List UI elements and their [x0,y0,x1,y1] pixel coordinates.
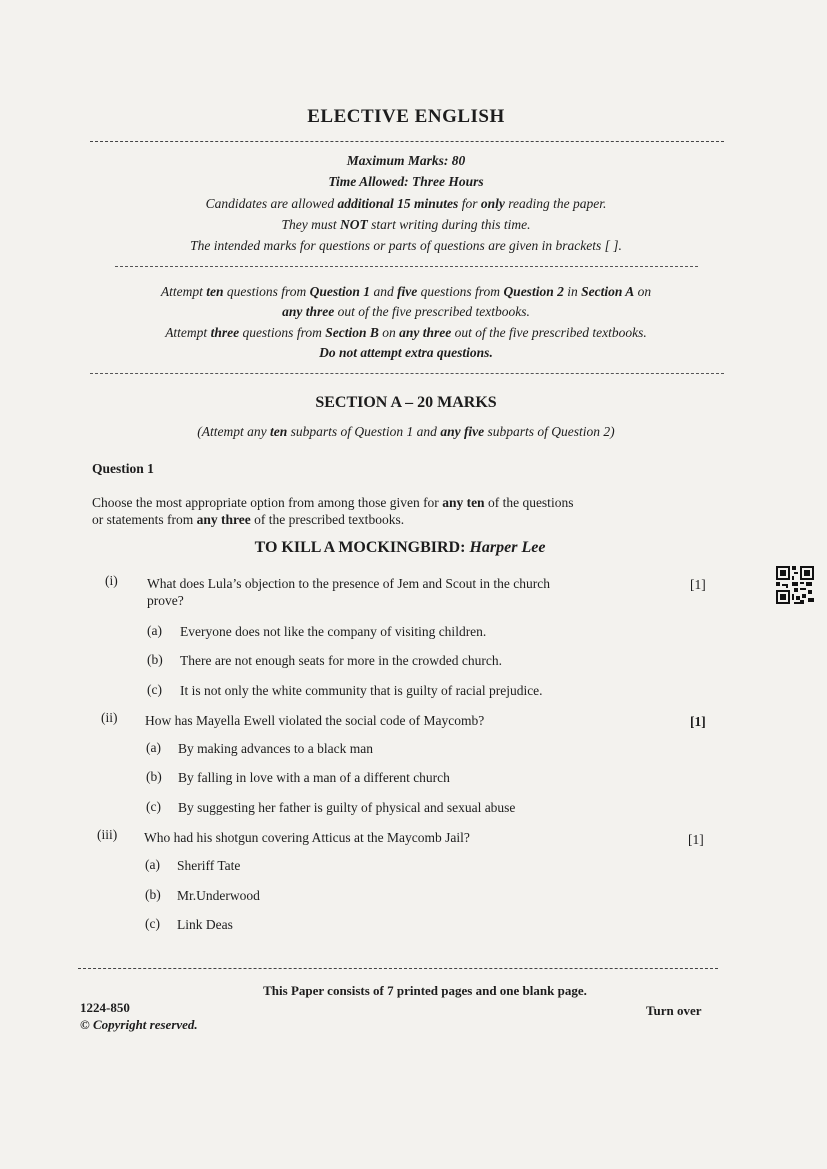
book-heading: TO KILL A MOCKINGBIRD: Harper Lee [254,539,546,556]
question-instructions: Choose the most appropriate option from among those given for any ten of the questions or statements from any three of the prescribed textbooks. [92,495,574,527]
option-text: Sheriff Tate [177,858,241,873]
instruction-line: Attempt ten questions from Question 1 and five questions from Question 2 in Section A on [160,284,652,299]
max-marks: Maximum Marks: 80 [346,153,466,168]
paper-code: 1224-850 [80,1000,130,1015]
instruction-line: Attempt three questions from Section B on any three out of the five prescribed textbooks. [165,325,647,340]
option-text: It is not only the white community that is guilty of racial prejudice. [180,683,543,698]
turn-over-note: Turn over [646,1003,702,1018]
option-label: (a) [146,740,161,755]
option-label: (b) [145,887,161,902]
marks-badge: [1] [690,714,706,729]
question-text: Who had his shotgun covering Atticus at the Maycomb Jail? [144,830,470,845]
question-number: (i) [105,573,118,588]
divider [90,373,724,374]
divider [78,968,718,969]
page-count-note: This Paper consists of 7 printed pages and one blank page. [263,983,587,998]
section-subtitle: (Attempt any ten subparts of Question 1 and any five subparts of Question 2) [197,424,615,439]
marks-badge: [1] [688,832,704,847]
section-title: SECTION A – 20 MARKS [315,394,497,411]
option-label: (a) [145,857,160,872]
option-text: By falling in love with a man of a different church [178,770,450,785]
instruction-line: any three out of the five prescribed textbooks. [282,304,530,319]
option-text: Everyone does not like the company of visiting children. [180,624,487,639]
question-text: What does Lula’s objection to the presence of Jem and Scout in the church prove? [147,576,551,608]
question-label: Question 1 [92,461,154,476]
option-text: By suggesting her father is guilty of physical and sexual abuse [178,800,516,815]
option-label: (b) [146,769,162,784]
marks-badge: [1] [690,577,706,592]
option-label: (c) [145,916,160,931]
question-number: (ii) [101,710,118,725]
option-text: Link Deas [177,917,233,932]
option-label: (b) [147,652,163,667]
copyright-note: © Copyright reserved. [80,1017,198,1032]
option-text: By making advances to a black man [178,741,373,756]
option-label: (c) [146,799,161,814]
question-number: (iii) [97,827,118,842]
divider [90,141,724,142]
option-text: There are not enough seats for more in the crowded church. [180,653,502,668]
option-label: (a) [147,623,162,638]
question-text: How has Mayella Ewell violated the social code of Maycomb? [145,713,485,728]
option-text: Mr.Underwood [177,888,260,903]
time-allowed: Time Allowed: Three Hours [328,174,484,189]
qr-code-icon [776,566,814,604]
reading-time-note: Candidates are allowed additional 15 minutes for only reading the paper. [205,196,607,211]
paper-title: ELECTIVE ENGLISH [307,106,505,127]
no-extra-questions: Do not attempt extra questions. [319,345,493,360]
option-label: (c) [147,682,162,697]
divider [115,266,698,267]
marks-note: The intended marks for questions or parts of questions are given in brackets [ ]. [190,238,622,253]
no-writing-note: They must NOT start writing during this time. [281,217,531,232]
